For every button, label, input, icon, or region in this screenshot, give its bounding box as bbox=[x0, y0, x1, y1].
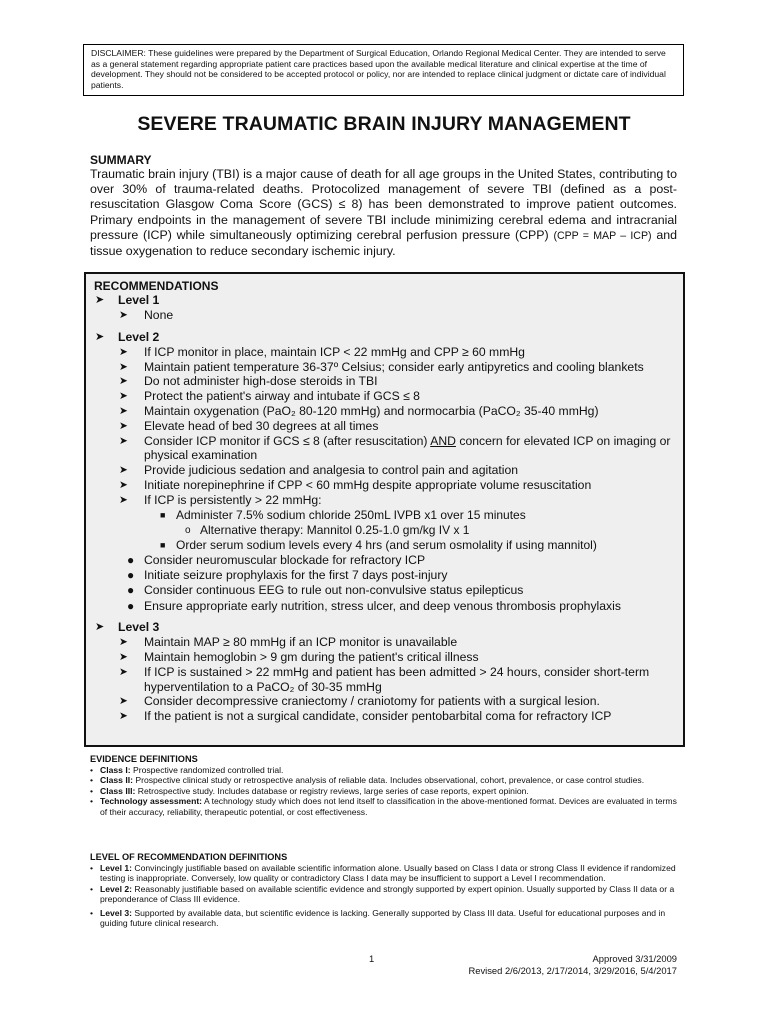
arrow-bullet-icon: ➤ bbox=[119, 493, 128, 506]
page-number: 1 bbox=[369, 953, 375, 964]
item-text: Do not administer high-dose steroids in TBI bbox=[144, 374, 378, 389]
arrow-bullet-icon: ➤ bbox=[119, 434, 128, 447]
item-text: Provide judicious sedation and analgesia to control pain and agitation bbox=[144, 463, 519, 478]
list-item bbox=[94, 599, 679, 614]
item-text: Alternative therapy: Mannitol 0.25-1.0 gm/kg IV x 1 bbox=[200, 522, 470, 537]
dot-bullet-icon: • bbox=[90, 907, 94, 918]
dot-bullet-icon: ● bbox=[127, 552, 135, 567]
item-text: Maintain oxygenation (PaO₂ 80-120 mmHg) and normocarbia (PaCO₂ 35-40 mmHg) bbox=[144, 403, 599, 418]
recommendations-box bbox=[84, 272, 685, 747]
dot-bullet-icon: ● bbox=[127, 583, 135, 598]
definition-item bbox=[90, 796, 680, 817]
list-item bbox=[94, 360, 679, 375]
item-text: Initiate norepinephrine if CPP < 60 mmHg despite appropriate volume resuscitation bbox=[144, 477, 592, 492]
dot-bullet-icon: • bbox=[90, 863, 94, 873]
item-text: Consider decompressive craniectomy / craniotomy for patients with a surgical lesion. bbox=[144, 694, 600, 709]
list-item bbox=[94, 635, 679, 650]
arrow-bullet-icon: ➤ bbox=[119, 478, 128, 491]
item-text: Protect the patient's airway and intubate if GCS ≤ 8 bbox=[144, 389, 420, 404]
dot-bullet-icon: ● bbox=[127, 567, 135, 582]
definition-item bbox=[90, 863, 680, 884]
definition-item bbox=[90, 765, 680, 775]
list-item bbox=[94, 434, 679, 464]
item-text: Order serum sodium levels every 4 hrs (and serum osmolality if using mannitol) bbox=[176, 537, 597, 552]
item-text: Maintain hemoglobin > 9 gm during the patient's critical illness bbox=[144, 649, 479, 664]
item-text: If ICP monitor in place, maintain ICP < 22 mmHg and CPP ≥ 60 mmHg bbox=[144, 344, 525, 359]
arrow-bullet-icon: ➤ bbox=[95, 294, 105, 306]
sub-item bbox=[94, 538, 679, 553]
summary-body bbox=[90, 167, 677, 259]
arrow-bullet-icon: ➤ bbox=[119, 375, 128, 388]
item-text: Elevate head of bed 30 degrees at all times bbox=[144, 418, 379, 433]
list-item bbox=[94, 419, 679, 434]
dot-bullet-icon: ● bbox=[127, 598, 135, 613]
list-item bbox=[94, 345, 679, 360]
summary-heading: SUMMARY bbox=[90, 153, 152, 167]
arrow-bullet-icon: ➤ bbox=[119, 636, 128, 649]
arrow-bullet-icon: ➤ bbox=[119, 695, 128, 708]
level-definitions bbox=[90, 852, 680, 928]
item-text: If ICP is sustained > 22 mmHg and patient has been admitted > 24 hours, consider short-term hyperventilation to a PaCO₂ of 30-35 mmHg bbox=[144, 664, 650, 694]
definition-item bbox=[90, 884, 680, 905]
item-text: Ensure appropriate early nutrition, stress ulcer, and deep venous thrombosis prophylaxis bbox=[144, 598, 621, 613]
summary-section bbox=[90, 153, 677, 259]
definition-term: Class III: bbox=[100, 785, 136, 796]
list-item bbox=[94, 463, 679, 478]
item-text: Consider neuromuscular blockade for refractory ICP bbox=[144, 552, 426, 567]
square-bullet-icon: ■ bbox=[160, 509, 166, 520]
list-item bbox=[94, 493, 679, 508]
level-label: Level 1 bbox=[118, 293, 160, 307]
item-text: Maintain MAP ≥ 80 mmHg if an ICP monitor is unavailable bbox=[144, 635, 458, 650]
list-item bbox=[94, 374, 679, 389]
level-label: Level 2 bbox=[118, 329, 160, 344]
arrow-bullet-icon: ➤ bbox=[119, 309, 128, 321]
revised-dates: Revised 2/6/2013, 2/17/2014, 3/29/2016, 5/4/2017 bbox=[468, 965, 677, 976]
dot-bullet-icon: • bbox=[90, 796, 94, 807]
disclaimer-box bbox=[83, 44, 684, 96]
level-definitions-heading: LEVEL OF RECOMMENDATION DEFINITIONS bbox=[90, 852, 288, 862]
definition-item bbox=[90, 908, 680, 929]
item-text: None bbox=[144, 308, 174, 322]
arrow-bullet-icon: ➤ bbox=[119, 419, 128, 432]
arrow-bullet-icon: ➤ bbox=[119, 665, 128, 678]
level-label: Level 3 bbox=[118, 620, 160, 635]
arrow-bullet-icon: ➤ bbox=[119, 345, 128, 358]
arrow-bullet-icon: ➤ bbox=[95, 330, 105, 343]
list-item bbox=[94, 650, 679, 665]
definition-text: A technology study which does not lend itself to classification in the above-mentioned format. Devices are evaluated in terms of their accuracy, reliability, therapeutic potential, or cost effectiveness. bbox=[100, 796, 677, 817]
definition-item bbox=[90, 786, 680, 796]
definition-term: Level 2: bbox=[100, 883, 133, 894]
arrow-bullet-icon: ➤ bbox=[119, 464, 128, 477]
item-text: Initiate seizure prophylaxis for the first 7 days post-injury bbox=[144, 567, 448, 582]
list-item bbox=[94, 709, 679, 724]
dot-bullet-icon: • bbox=[90, 883, 94, 894]
definition-text: Reasonably justifiable based on available scientific evidence and strongly supported by expert opinion. Usually supported by Class II data or a preponderance of Class III evidence. bbox=[100, 883, 675, 905]
item-text: Maintain patient temperature 36-37º Celsius; consider early antipyretics and cooling blankets bbox=[144, 359, 644, 374]
approved-date: Approved 3/31/2009 bbox=[592, 953, 677, 964]
item-text: If ICP is persistently > 22 mmHg: bbox=[144, 492, 322, 507]
evidence-heading: EVIDENCE DEFINITIONS bbox=[90, 754, 198, 764]
dot-bullet-icon: • bbox=[90, 775, 94, 786]
level-3-heading bbox=[94, 620, 679, 635]
list-item bbox=[94, 553, 679, 568]
list-item bbox=[94, 694, 679, 709]
summary-tail: and tissue oxygenation to reduce secondary ischemic injury. bbox=[90, 227, 677, 259]
square-bullet-icon: ■ bbox=[160, 539, 166, 550]
definition-text: Supported by available data, but scientific evidence is lacking. Generally supported by Class III data. Useful for educational purposes and in guiding future clinical research. bbox=[100, 907, 666, 929]
level-2-heading bbox=[94, 330, 679, 345]
arrow-bullet-icon: ➤ bbox=[119, 710, 128, 723]
emphasis-and: AND bbox=[430, 433, 456, 448]
disclaimer-text: DISCLAIMER: These guidelines were prepared by the Department of Surgical Education, Orlando Regional Medical Center. They are intended to serve as a general statement regarding appropriate patient care practices based upon the available medical literature and clinical expertise at the time of development. They should not be considered to be accepted protocol or policy, nor are intended to replace clinical judgment or dictate care of individual patients. bbox=[91, 48, 666, 90]
cpp-formula: (CPP = MAP – ICP) bbox=[553, 229, 652, 242]
arrow-bullet-icon: ➤ bbox=[95, 621, 105, 634]
dot-bullet-icon: • bbox=[90, 765, 94, 775]
definition-text: Convincingly justifiable based on available scientific information alone. Usually based on Class I data or strong Class II evidence if randomized testing is inappropriate. Conversely, low quality or contradictory Class I data may be insufficient to support a Level I recommendation. bbox=[100, 863, 676, 884]
definition-term: Technology assessment: bbox=[100, 796, 203, 807]
list-item bbox=[94, 478, 679, 493]
definition-term: Level 1: bbox=[100, 863, 133, 873]
summary-text: Traumatic brain injury (TBI) is a major cause of death for all age groups in the United States, contributing to over 30% of trauma-related deaths. Protocolized management of severe TBI (defined as a post-resuscitation Glasgow Coma Score (GCS) ≤ 8) has been demonstrated to improve patient outcomes. Primary endpoints in the management of severe TBI include minimizing cerebral edema and intracranial pressure (ICP) while simultaneously optimizing cerebral perfusion pressure (CPP) bbox=[90, 167, 678, 242]
evidence-definitions bbox=[90, 754, 680, 817]
list-item bbox=[94, 583, 679, 598]
item-text: Consider continuous EEG to rule out non-convulsive status epilepticus bbox=[144, 583, 524, 598]
definition-term: Level 3: bbox=[100, 907, 133, 918]
arrow-bullet-icon: ➤ bbox=[119, 650, 128, 663]
definition-item bbox=[90, 775, 680, 785]
arrow-bullet-icon: ➤ bbox=[119, 360, 128, 373]
definition-term: Class I: bbox=[100, 765, 131, 775]
definition-term: Class II: bbox=[100, 775, 133, 786]
arrow-bullet-icon: ➤ bbox=[119, 390, 128, 403]
definition-text: Prospective randomized controlled trial. bbox=[132, 765, 284, 775]
page-title: SEVERE TRAUMATIC BRAIN INJURY MANAGEMENT bbox=[137, 113, 631, 135]
dot-bullet-icon: • bbox=[90, 785, 94, 796]
recommendations-heading: RECOMMENDATIONS bbox=[94, 279, 219, 293]
arrow-bullet-icon: ➤ bbox=[119, 404, 128, 417]
circle-bullet-icon: o bbox=[185, 524, 191, 536]
list-item bbox=[94, 308, 679, 323]
sub-item bbox=[94, 508, 679, 523]
list-item bbox=[94, 404, 679, 419]
list-item bbox=[94, 568, 679, 583]
definition-text: Retrospective study. Includes database or registry reviews, large series of case reports, expert opinion. bbox=[137, 785, 529, 796]
list-item bbox=[94, 389, 679, 404]
item-text: concern for elevated ICP on imaging or physical examination bbox=[144, 433, 671, 463]
item-text: Administer 7.5% sodium chloride 250mL IVPB x1 over 15 minutes bbox=[176, 507, 526, 522]
list-item bbox=[94, 665, 679, 695]
level-1-heading bbox=[94, 293, 679, 308]
sub-sub-item bbox=[94, 523, 679, 538]
item-text: If the patient is not a surgical candidate, consider pentobarbital coma for refractory ICP bbox=[144, 709, 612, 724]
definition-text: Prospective clinical study or retrospective analysis of reliable data. Includes observational, cohort, prevalence, or case control studies. bbox=[135, 775, 645, 786]
item-text: Consider ICP monitor if GCS ≤ 8 (after resuscitation) bbox=[144, 433, 428, 448]
